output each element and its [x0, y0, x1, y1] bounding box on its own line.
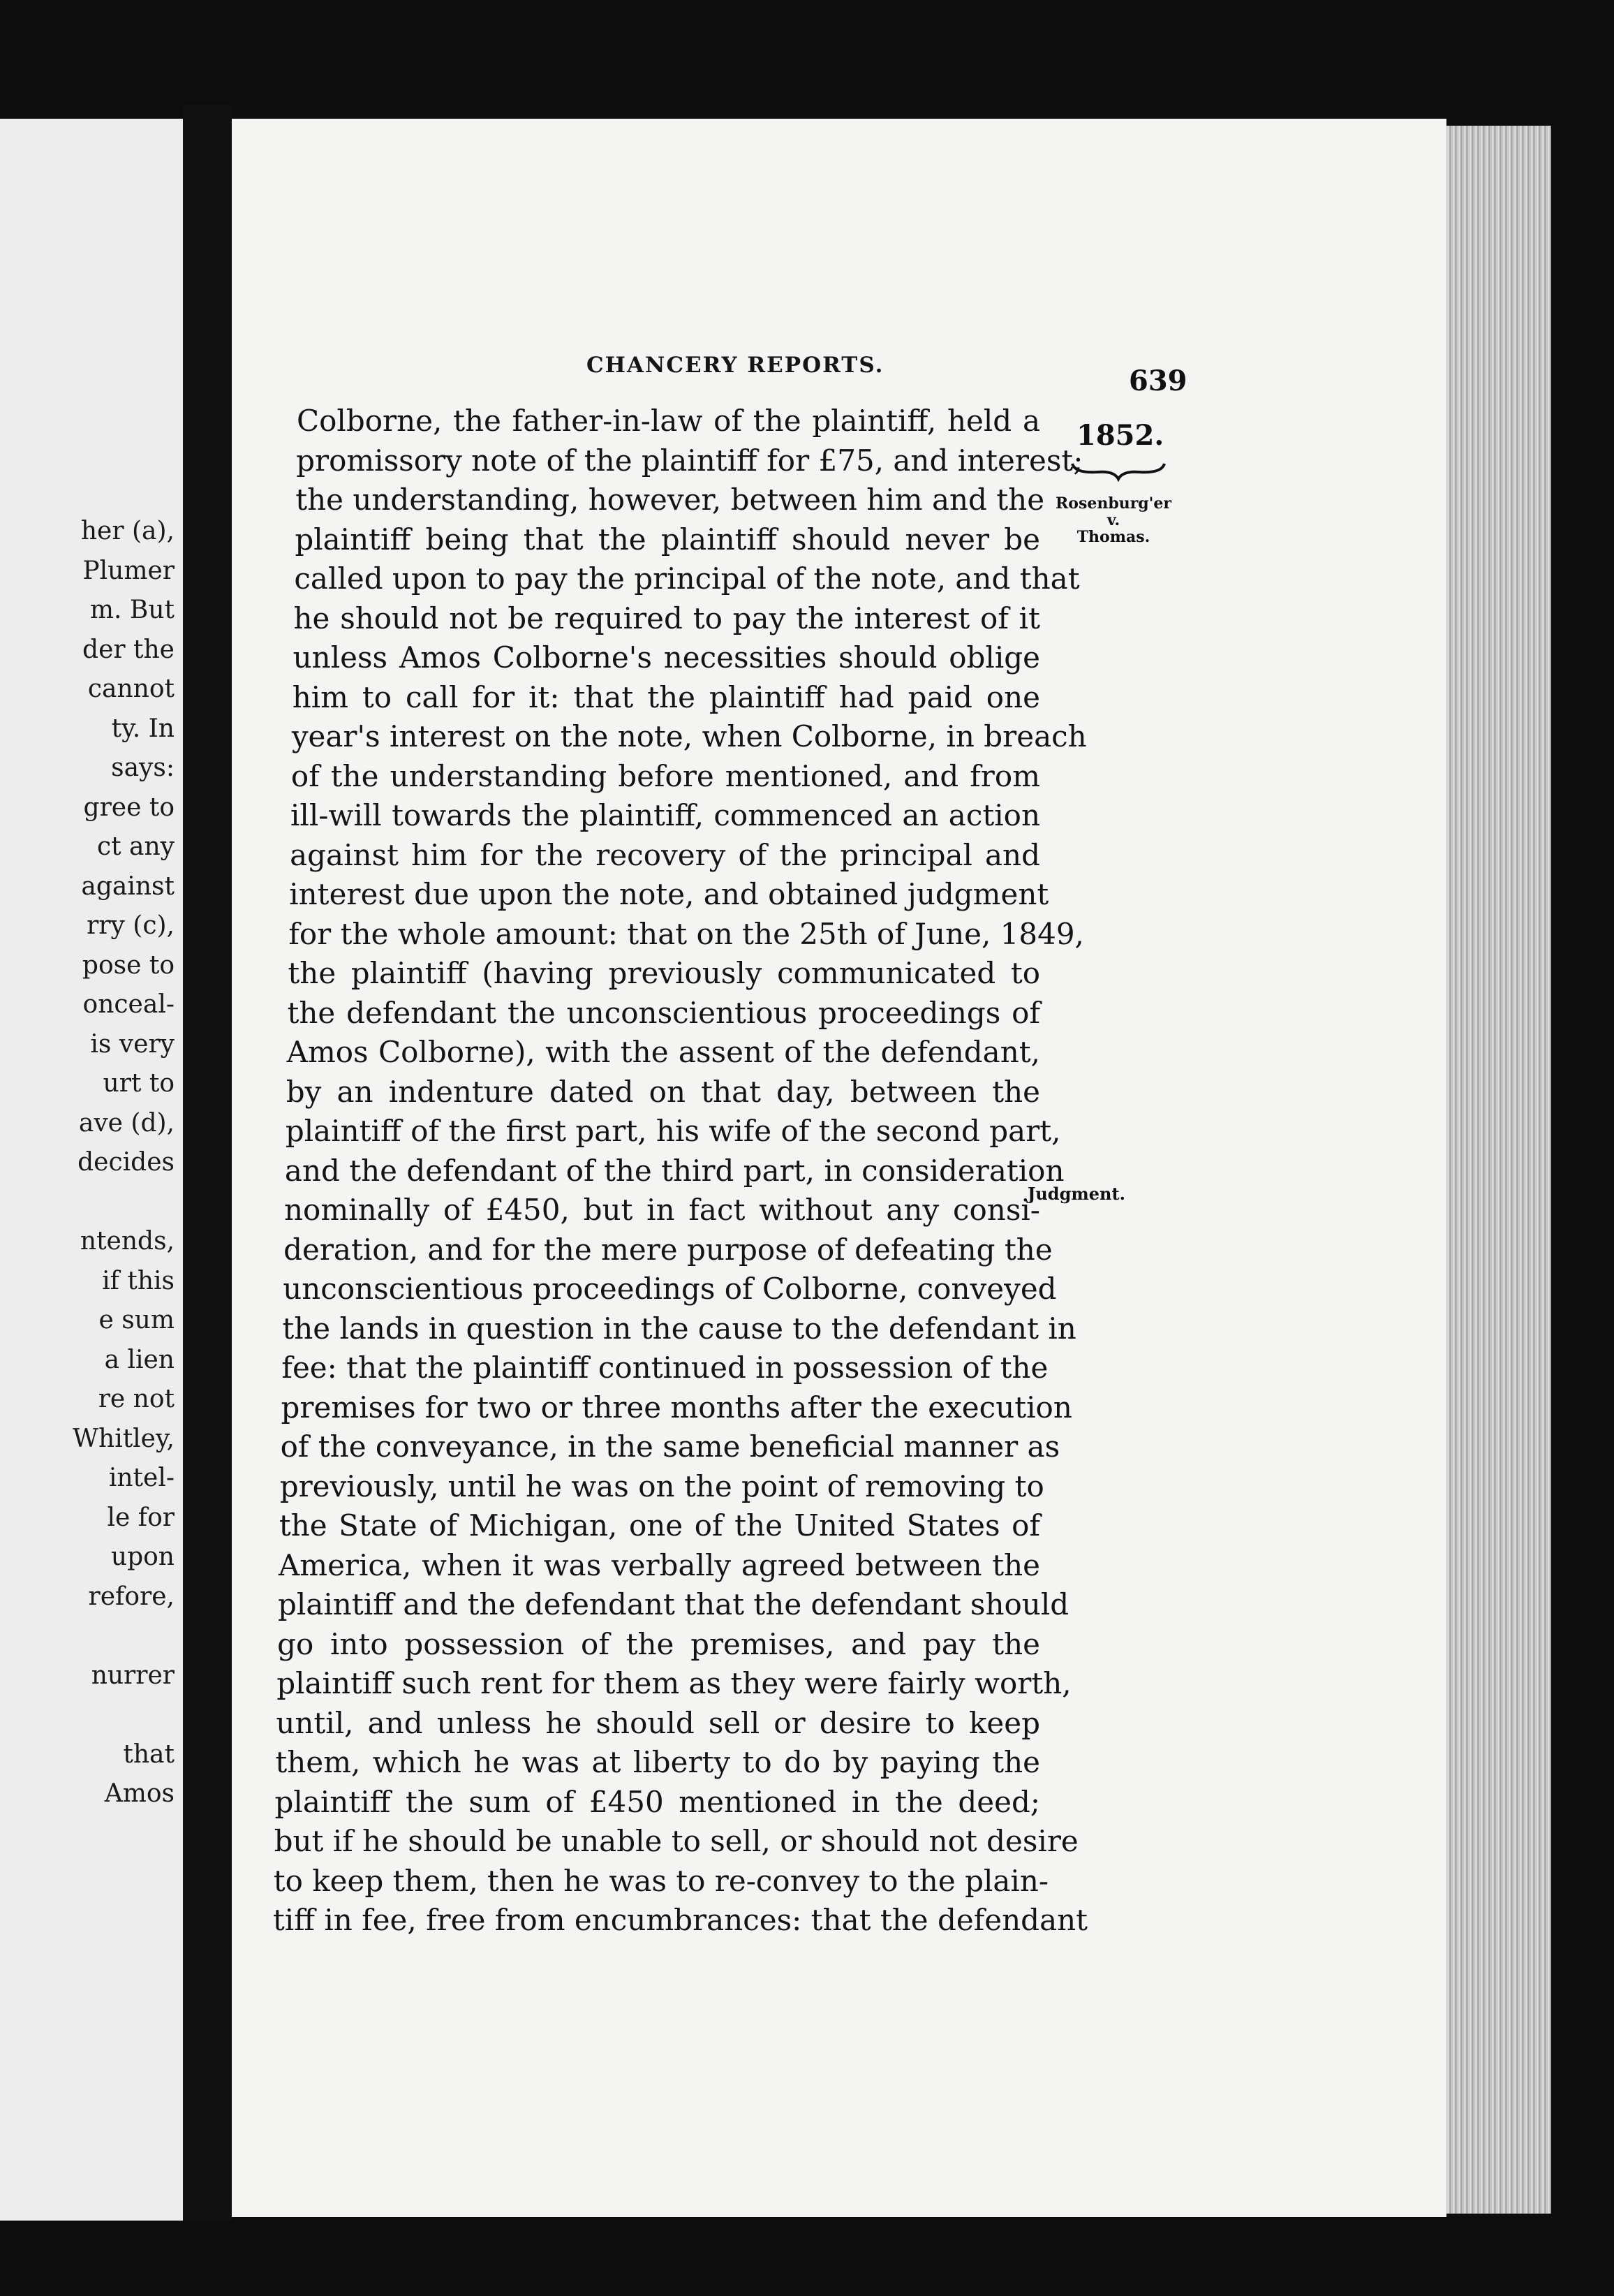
- previous-page-line: a lien: [104, 1345, 175, 1374]
- body-line: to keep them, then he was to re-convey to the plain-: [273, 1863, 1049, 1898]
- body-line: the plaintiff (having previously communicated to: [288, 956, 1040, 990]
- body-line: the understanding, however, between him and the: [295, 483, 1045, 517]
- margin-year: 1852.: [1076, 419, 1164, 452]
- previous-page-line: re not: [98, 1385, 175, 1413]
- running-head: CHANCERY REPORTS.: [586, 353, 884, 378]
- body-line: plaintiff of the first part, his wife of the second part,: [285, 1114, 1061, 1148]
- body-line: the defendant the unconscientious proceedings of: [287, 995, 1040, 1030]
- page-edges: [1446, 126, 1551, 2214]
- judgment-marginal-note: Judgment.: [1028, 1184, 1125, 1204]
- body-line: unconscientious proceedings of Colborne, conveyed: [283, 1272, 1057, 1306]
- previous-page-line: intel-: [108, 1464, 175, 1492]
- page-number: 639: [1129, 365, 1187, 397]
- body-line: the lands in question in the cause to the defendant in: [282, 1311, 1076, 1346]
- body-line: plaintiff and the defendant that the defendant should: [278, 1587, 1069, 1621]
- body-line: the State of Michigan, one of the United States of: [279, 1508, 1040, 1543]
- previous-page-line: urt to: [103, 1069, 175, 1098]
- body-line: interest due upon the note, and obtained judgment: [289, 877, 1049, 911]
- body-line: go into possession of the premises, and pay the: [277, 1626, 1040, 1661]
- book-gutter: [183, 105, 232, 2221]
- body-line: nominally of £450, but in fact without any consi-: [284, 1193, 1040, 1227]
- body-line: tiff in fee, free from encumbrances: that the defendant: [272, 1903, 1088, 1937]
- body-line: called upon to pay the principal of the note, and that: [294, 561, 1080, 596]
- body-line: Amos Colborne), with the assent of the defendant,: [286, 1035, 1040, 1069]
- body-line: until, and unless he should sell or desire to keep: [276, 1705, 1040, 1740]
- body-line: unless Amos Colborne's necessities should oblige: [293, 640, 1040, 675]
- previous-page-line: der the: [82, 635, 175, 664]
- case-name-defendant: Thomas.: [1076, 528, 1150, 546]
- previous-page-line: ave (d),: [78, 1108, 175, 1138]
- previous-page-line: rry (c),: [87, 911, 175, 940]
- body-line: plaintiff being that the plaintiff should never be: [295, 522, 1040, 557]
- body-line: plaintiff such rent for them as they were fairly worth,: [276, 1666, 1072, 1700]
- body-line: and the defendant of the third part, in consideration: [284, 1153, 1065, 1188]
- previous-page-line: refore,: [88, 1582, 175, 1611]
- body-line: of the understanding before mentioned, and from: [290, 758, 1040, 793]
- previous-page-line: Plumer: [82, 556, 175, 585]
- body-line: fee: that the plaintiff continued in possession of the: [281, 1351, 1049, 1385]
- previous-page-line: Amos: [104, 1779, 175, 1808]
- previous-page-line: if this: [102, 1266, 175, 1295]
- body-line: previously, until he was on the point of removing to: [279, 1469, 1044, 1503]
- previous-page-line: le for: [107, 1503, 175, 1532]
- previous-page-fragment: [0, 119, 183, 2221]
- previous-page-line: decides: [77, 1148, 175, 1177]
- body-line: them, which he was at liberty to do by paying the: [275, 1745, 1040, 1779]
- body-line: him to call for it: that the plaintiff had paid one: [292, 679, 1040, 714]
- body-line: by an indenture dated on that day, between the: [286, 1074, 1040, 1109]
- previous-page-line: ct any: [96, 832, 175, 861]
- previous-page-line: Whitley,: [73, 1424, 175, 1453]
- previous-page-line: e sum: [98, 1306, 175, 1334]
- body-line: premises for two or three months after the execution: [281, 1390, 1072, 1425]
- body-line: year's interest on the note, when Colborne, in breach: [291, 719, 1087, 753]
- previous-page-line: pose to: [82, 950, 175, 980]
- previous-page-line: ty. In: [111, 714, 175, 743]
- previous-page-line: gree to: [83, 793, 175, 822]
- brace-icon: [1069, 461, 1167, 482]
- case-name-versus: v.: [1106, 511, 1120, 529]
- previous-page-line: that: [123, 1739, 175, 1769]
- body-line: he should not be required to pay the interest of it: [293, 601, 1040, 635]
- body-text: [272, 402, 1088, 1941]
- body-line: against him for the recovery of the principal and: [290, 837, 1040, 872]
- previous-page-line: is very: [90, 1029, 175, 1059]
- previous-page-line: m. But: [89, 596, 175, 624]
- previous-page-line: says:: [111, 753, 175, 782]
- body-line: plaintiff the sum of £450 mentioned in the deed;: [274, 1784, 1040, 1819]
- body-line: of the conveyance, in the same beneficial manner as: [280, 1429, 1060, 1464]
- body-line: America, when it was verbally agreed between the: [278, 1547, 1040, 1582]
- body-line: promissory note of the plaintiff for £75, and interest;: [296, 443, 1083, 478]
- body-line: but if he should be unable to sell, or should not desire: [274, 1824, 1079, 1858]
- body-line: deration, and for the mere purpose of defeating the: [283, 1232, 1053, 1267]
- previous-page-line: ntends,: [80, 1227, 175, 1256]
- body-line: for the whole amount: that on the 25th of June, 1849,: [288, 916, 1084, 951]
- previous-page-line: nurrer: [91, 1661, 175, 1690]
- previous-page-line: her (a),: [80, 517, 175, 545]
- case-name-plaintiff: Rosenburg'er: [1055, 494, 1171, 513]
- body-line: ill-will towards the plaintiff, commenced an action: [290, 798, 1040, 832]
- previous-page-line: against: [81, 871, 175, 901]
- previous-page-line: onceal-: [82, 990, 175, 1019]
- body-line: Colborne, the father-in-law of the plaintiff, held a: [297, 404, 1040, 438]
- previous-page-line: upon: [110, 1543, 175, 1571]
- previous-page-line: cannot: [87, 675, 175, 703]
